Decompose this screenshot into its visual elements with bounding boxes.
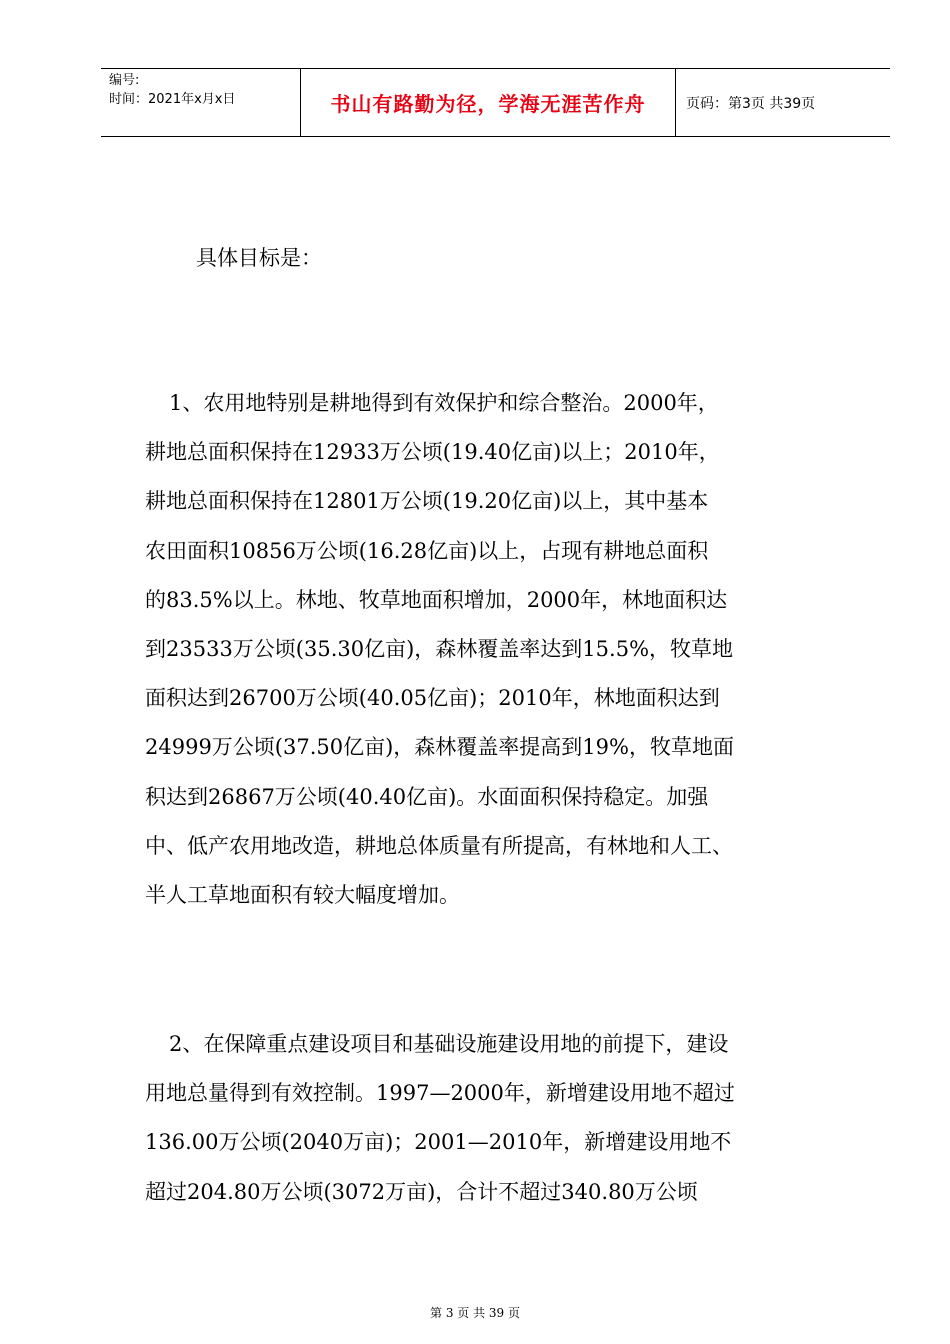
time-label: 时间：2021年x月x日 — [109, 92, 236, 107]
page-number-label: 页码：第3页 共39页 — [686, 95, 816, 112]
paragraph-construction-goals — [145, 1020, 855, 1217]
header-page-cell — [676, 69, 890, 136]
paragraph-line: 的83.5%以上。林地、牧草地面积增加，2000年，林地面积达 — [145, 587, 728, 612]
paragraph-line: 24999万公顷(37.50亿亩)，森林覆盖率提高到19%，牧草地面 — [145, 735, 734, 760]
paragraph-line: 半人工草地面积有较大幅度增加。 — [145, 883, 460, 908]
header-motto-cell — [301, 69, 676, 136]
paragraph-line: 2、在保障重点建设项目和基础设施建设用地的前提下，建设 — [169, 1032, 729, 1056]
paragraph-line: 1、农用地特别是耕地得到有效保护和综合整治。2000年， — [169, 391, 719, 415]
header-meta — [101, 69, 301, 136]
paragraph-line: 耕地总面积保持在12933万公顷(19.40亿亩)以上；2010年， — [145, 440, 720, 465]
section-heading: 具体目标是： — [196, 246, 322, 270]
paragraph-line: 用地总量得到有效控制。1997—2000年，新增建设用地不超过 — [145, 1081, 735, 1106]
paragraph-line: 中、低产农用地改造，耕地总体质量有所提高，有林地和人工、 — [145, 833, 733, 858]
serial-number-label: 编号: — [109, 73, 140, 88]
paragraph-line: 136.00万公顷(2040万亩)；2001—2010年，新增建设用地不 — [145, 1130, 732, 1155]
paragraph-line: 积达到26867万公顷(40.40亿亩)。水面面积保持稳定。加强 — [145, 784, 709, 809]
paragraph-line: 农田面积10856万公顷(16.28亿亩)以上，占现有耕地总面积 — [145, 538, 709, 563]
paragraph-line: 面积达到26700万公顷(40.05亿亩)；2010年，林地面积达到 — [145, 686, 720, 711]
paragraph-line: 到23533万公顷(35.30亿亩)，森林覆盖率达到15.5%，牧草地 — [145, 637, 734, 662]
page-footer: 第 3 页 共 39 页 — [430, 1306, 520, 1320]
document-header — [101, 68, 890, 137]
paragraph-line: 耕地总面积保持在12801万公顷(19.20亿亩)以上，其中基本 — [145, 489, 709, 514]
paragraph-line: 超过204.80万公顷(3072万亩)，合计不超过340.80万公顷 — [145, 1179, 698, 1204]
motto-text: 书山有路勤为径，学海无涯苦作舟 — [330, 92, 646, 116]
paragraph-farmland-goals — [145, 379, 855, 920]
